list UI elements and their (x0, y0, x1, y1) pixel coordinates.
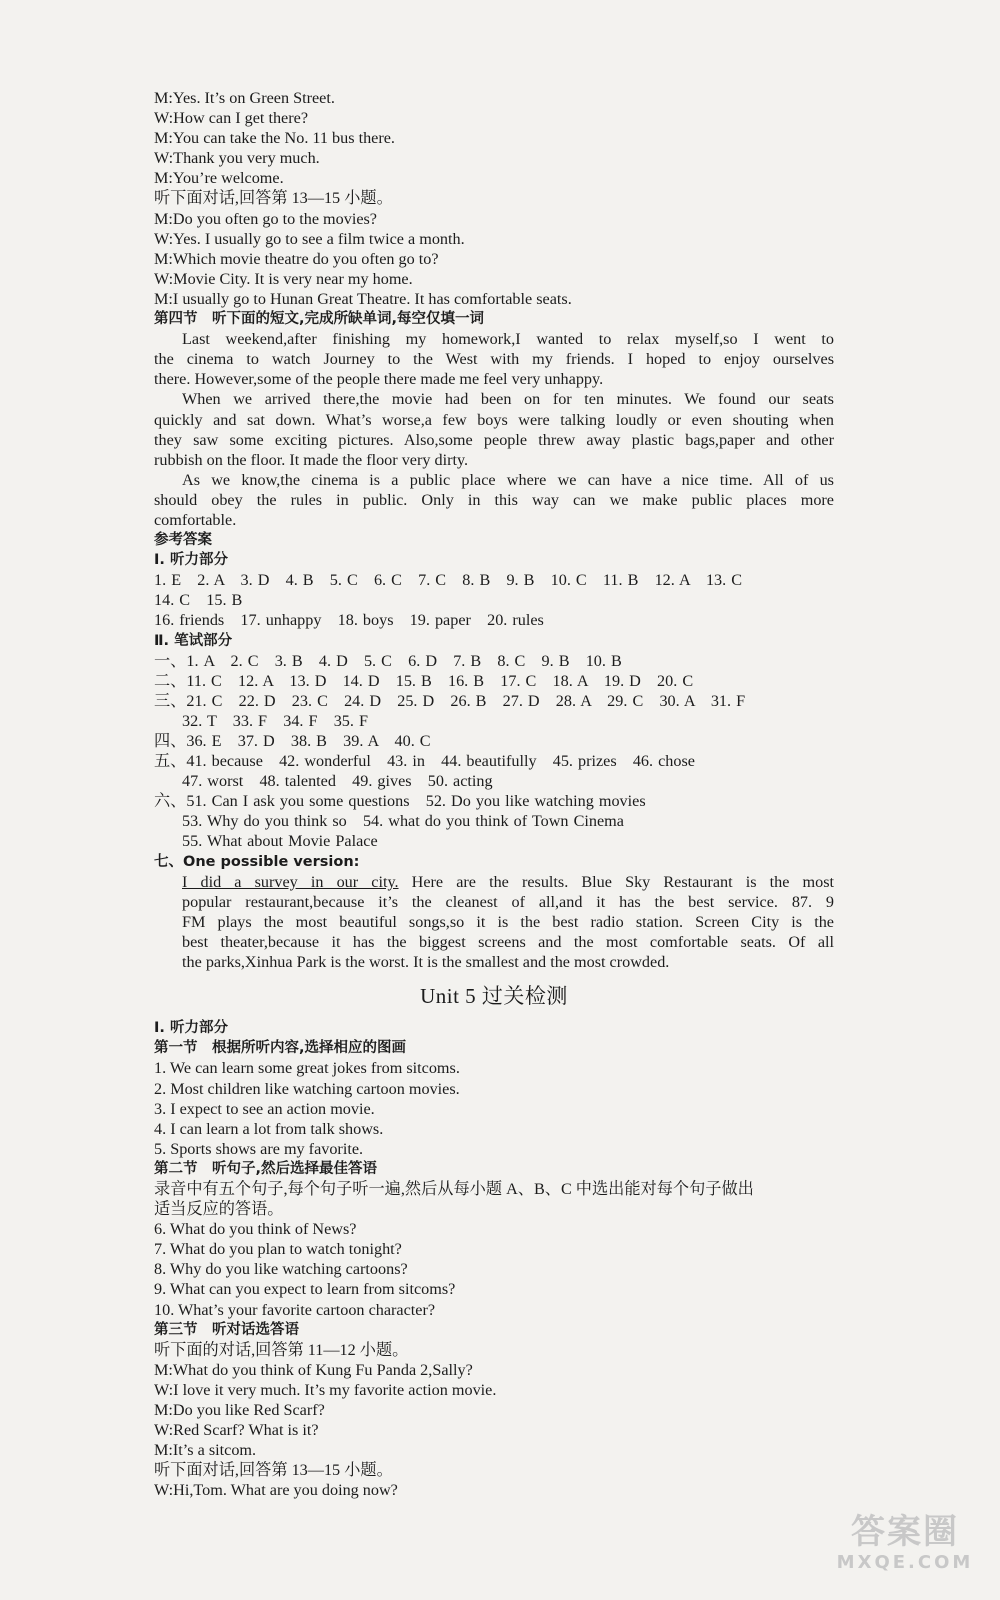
passage-paragraph-2 (154, 389, 834, 469)
question-line: 9. What can you expect to learn from sitcoms? (154, 1280, 456, 1299)
dialogue-line: W:Movie City. It is very near my home. (154, 269, 413, 288)
answer-line: 四、36. E 37. D 38. B 39. A 40. C (154, 732, 431, 750)
dialogue-line: M:Which movie theatre do you often go to? (154, 249, 439, 268)
answer-line: 一、1. A 2. C 3. B 4. D 5. C 6. D 7. B 8. C 9. B 10. B (154, 651, 622, 670)
answer-line: 14. C 15. B (154, 591, 243, 610)
passage-line: comfortable. (154, 510, 237, 529)
question-line: 8. Why do you like watching cartoons? (154, 1260, 408, 1279)
passage-line: quickly and sat down. What’s worse,a few boys were talking loudly or even shouting when (154, 410, 834, 429)
part1-heading: Ⅰ. 听力部分 (154, 552, 228, 569)
question-line: 6. What do you think of News? (154, 1220, 357, 1239)
answer-line: 六、51. Can I ask you some questions 52. Do you like watching movies (154, 792, 646, 811)
question-line: 2. Most children like watching cartoon movies. (154, 1079, 460, 1098)
essay-text: Here are the results. Blue Sky Restaurant is the most (398, 872, 834, 891)
passage-line: they saw some exciting pictures. Also,some people threw away plastic bags,paper and other (154, 430, 834, 449)
unit-section3-heading: 第三节 听对话选答语 (154, 1321, 299, 1338)
dialogue-line: M:Yes. It’s on Green Street. (154, 89, 335, 107)
dialogue-instruction: 听下面的对话,回答第 11—12 小题。 (154, 1340, 409, 1359)
question-line: 4. I can learn a lot from talk shows. (154, 1119, 384, 1138)
unit-section2-heading: 第二节 听句子,然后选择最佳答语 (154, 1160, 378, 1177)
answer-line: 55. What about Movie Palace (182, 832, 378, 851)
dialogue-line: M:Do you like Red Scarf? (154, 1401, 325, 1419)
passage-paragraph-3 (154, 470, 834, 530)
answer-line: 16. friends 17. unhappy 18. boys 19. paper 20. rules (154, 611, 544, 630)
watermark-logo-text: 答案圈 (851, 1512, 959, 1552)
dialogue-line: M:You’re welcome. (154, 169, 284, 188)
dialogue-line: W:Hi,Tom. What are you doing now? (154, 1481, 398, 1500)
unit-part1-heading: Ⅰ. 听力部分 (154, 1020, 228, 1037)
answers-heading: 参考答案 (154, 532, 212, 549)
passage-line: As we know,the cinema is a public place where we can have a nice time. All of us (182, 470, 834, 489)
dialogue-instruction: 听下面对话,回答第 13—15 小题。 (154, 1461, 393, 1480)
answer-line: 32. T 33. F 34. F 35. F (182, 711, 368, 730)
unit-section1-heading: 第一节 根据所听内容,选择相应的图画 (154, 1040, 407, 1057)
dialogue-line: W:Thank you very much. (154, 149, 320, 168)
section2-instruction: 录音中有五个句子,每个句子听一遍,然后从每小题 A、B、C 中选出能对每个句子做出 (154, 1179, 754, 1198)
question-line: 3. I expect to see an action movie. (154, 1099, 375, 1118)
passage-line: should obey the rules in public. Only in this way can we make public places more (154, 490, 834, 509)
answer-line: 1. E 2. A 3. D 4. B 5. C 6. C 7. C 8. B 9. B 10. C 11. B 12. A 13. C (154, 571, 743, 590)
dialogue-line: W:Red Scarf? What is it? (154, 1421, 319, 1440)
part7-heading: 七、One possible version: (154, 853, 360, 870)
passage-paragraph-1 (154, 329, 834, 389)
essay-underlined-text: I did a survey in our city. (182, 872, 399, 891)
unit-title: Unit 5 过关检测 (420, 984, 568, 1009)
essay-line: popular restaurant,because it’s the cleanest of all,and it has the best service. 87. 9 (182, 892, 834, 911)
passage-line: rubbish on the floor. It made the floor very dirty. (154, 450, 469, 469)
answer-line: 47. worst 48. talented 49. gives 50. acting (182, 772, 493, 791)
question-line: 1. We can learn some great jokes from sitcoms. (154, 1059, 460, 1078)
part2-heading: Ⅱ. 笔试部分 (154, 632, 233, 649)
question-line: 7. What do you plan to watch tonight? (154, 1240, 402, 1259)
watermark-site-text: MXQE.COM (836, 1552, 974, 1573)
dialogue-instruction: 听下面对话,回答第 13—15 小题。 (154, 189, 393, 208)
essay-line: best theater,because it has the biggest screens and the most comfortable seats. Of all (182, 932, 834, 951)
answer-line: 53. Why do you think so 54. what do you think of Town Cinema (182, 812, 624, 831)
dialogue-line: W:How can I get there? (154, 109, 309, 128)
dialogue-line: M:Do you often go to the movies? (154, 209, 377, 228)
passage-line: there. However,some of the people there made me feel very unhappy. (154, 370, 604, 389)
dialogue-line: M:You can take the No. 11 bus there. (154, 129, 395, 148)
watermark-logo (830, 1512, 980, 1582)
question-line: 5. Sports shows are my favorite. (154, 1139, 364, 1158)
passage-line: Last weekend,after finishing my homework,I wanted to relax myself,so I went to (182, 330, 834, 349)
essay-line (182, 872, 834, 892)
answer-line: 三、21. C 22. D 23. C 24. D 25. D 26. B 27. D 28. A 29. C 30. A 31. F (154, 691, 746, 710)
document-page (154, 88, 834, 1500)
model-essay (154, 872, 834, 972)
dialogue-line: M:I usually go to Hunan Great Theatre. It has comfortable seats. (154, 289, 572, 308)
section4-heading: 第四节 听下面的短文,完成所缺单词,每空仅填一词 (154, 311, 485, 328)
question-line: 10. What’s your favorite cartoon character? (154, 1300, 436, 1319)
essay-line: the parks,Xinhua Park is the worst. It is the smallest and the most crowded. (182, 953, 670, 972)
passage-line: the cinema to watch Journey to the West with my friends. I hoped to enjoy ourselves (154, 350, 834, 369)
section2-instruction: 适当反应的答语。 (154, 1200, 284, 1219)
top-dialogue (154, 88, 834, 309)
passage-line: When we arrived there,the movie had been on for ten minutes. We found our seats (182, 390, 834, 409)
dialogue-line: W:Yes. I usually go to see a film twice a month. (154, 229, 465, 248)
answer-line: 五、41. because 42. wonderful 43. in 44. beautifully 45. prizes 46. chose (154, 752, 695, 771)
dialogue-line: W:I love it very much. It’s my favorite action movie. (154, 1380, 497, 1399)
dialogue-line: M:What do you think of Kung Fu Panda 2,Sally? (154, 1360, 473, 1379)
essay-line: FM plays the most beautiful songs,so it is the best radio station. Screen City is the (182, 912, 834, 931)
answer-line: 二、11. C 12. A 13. D 14. D 15. B 16. B 17. C 18. A 19. D 20. C (154, 671, 694, 690)
dialogue-line: M:It’s a sitcom. (154, 1441, 257, 1460)
